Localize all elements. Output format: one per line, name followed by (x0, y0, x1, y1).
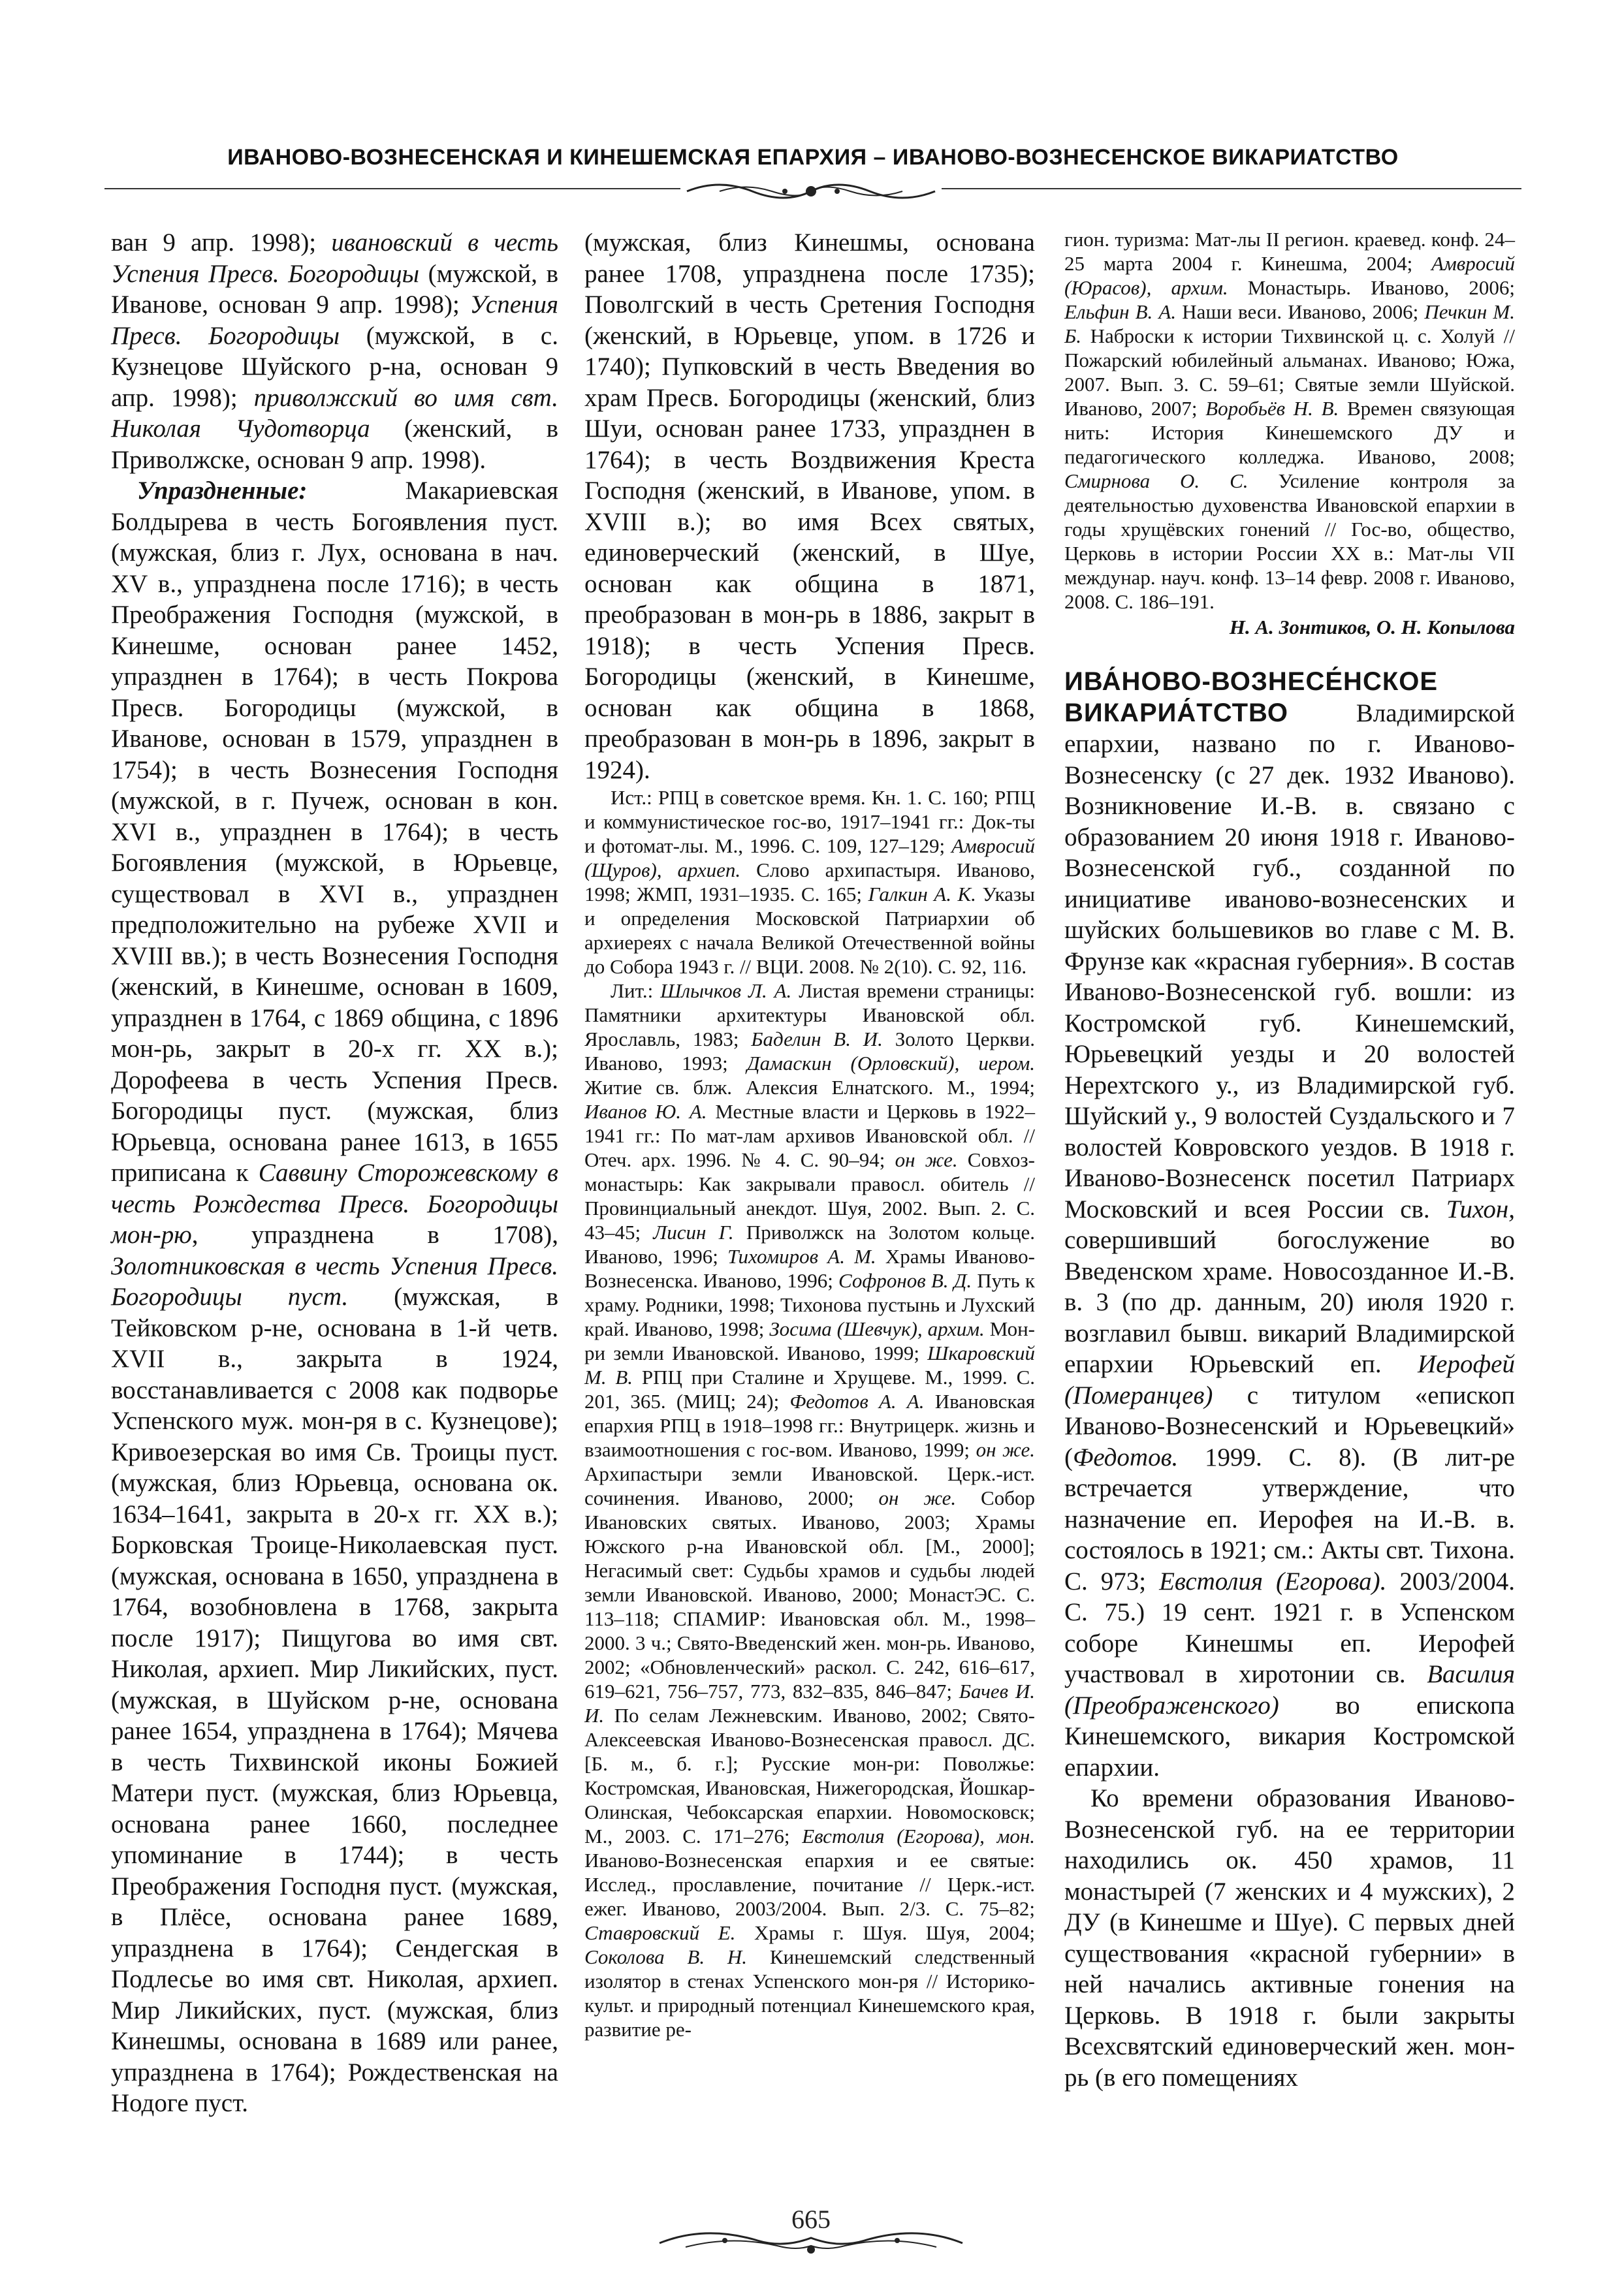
text-run: Лит.: (611, 979, 661, 1002)
ref-author: Амвросий (Щуров), архиеп. (584, 834, 1035, 881)
ref-author: он же. (976, 1438, 1035, 1461)
text-run: Слово архипастыря. Иваново, 1998; ЖМП, 1931–1935. С. 165; (584, 858, 1035, 905)
header-ornament-icon (680, 175, 942, 208)
text-run-italic: Тихон, (1446, 1195, 1515, 1223)
text-run: (мужской, в с. Кузнецове Шуйского р-на, основан 9 апр. 1998); (111, 321, 558, 412)
ref-author: Печкин М. Б. (1064, 300, 1515, 347)
running-header: ИВАНОВО-ВОЗНЕСЕНСКАЯ И КИНЕШЕМСКАЯ ЕПАРХИЯ – ИВАНОВО-ВОЗНЕСЕНСКОЕ ВИКАРИАТСТВО (227, 145, 1399, 170)
text-run: Ист.: РПЦ в советское время. Кн. 1. С. 160; РПЦ и коммунистическое гос-во, 1917–1941 гг.: Док-ты и фотомат-лы. М., 1996. С. 109, 127–129; (584, 786, 1035, 857)
text-run: (мужская, в Тейковском р-не, основана в 1-й четв. XVII в., закрыта в 1924, восстанавливается с 2008 как подворье Успенского муж. мон-ря в с. Кузнецове); Кривоезерская во имя Св. Троицы пуст. (мужская, близ Юрьевца, основана ок. 1634–1641, закрыта в 20-х гг. XX в.); Борковская Троице-Николаевская пуст. (мужская, основана в 1650, упразднена в 1764, возобновлена в 1768, закрыта после 1917); Пищугова во имя свт. Николая, архиеп. Мир Ликийских, пуст. (мужская, в Шуйском р-не, основана ранее 1654, упразднена в 1764); Мячева в честь Тихвинской иконы Божией Матери пуст. (мужская, близ Юрьевца, основана ранее 1660, последнее упоминание в 1744); в честь Преображения Господня пуст. (мужская, в Плёсе, основана ранее 1689, упразднена в 1764); Сендегская в Подлесье во имя свт. Николая, архиеп. Мир Ликийских, пуст. (мужская, близ Кинешмы, основана в 1689 или ранее, упразднена в 1764); Рождественская на Нодоге пуст. (111, 1283, 558, 2117)
sources-continued (1064, 227, 1515, 639)
text-run: Архипастыри земли Ивановской. Церк.-ист. сочинения. Иваново, 2000; (584, 1462, 1035, 1509)
ref-author: Смирнова О. С. (1064, 469, 1248, 492)
text-run: (женский, в Приволжске, основан 9 апр. 1998). (111, 415, 558, 474)
text-run: Приволжск на Золотом кольце. Иваново, 1996; (584, 1221, 1036, 1268)
text-run-italic: Евстолия (Егорова). (1159, 1567, 1387, 1596)
ref-author: Галкин А. К. (868, 883, 976, 905)
text-run: 2003/2004. С. 75.) 19 сент. 1921 г. в Успенском соборе Кинешмы еп. Иерофей участвовал в хиротонии св. (1064, 1567, 1515, 1688)
ref-author: Ельфин В. А. (1064, 300, 1177, 323)
text-run: Наши веси. Иваново, 2006; (1176, 300, 1425, 323)
text-run: совершивший богослужение во Введенском храме. Новосозданное И.-В. в. 3 (по др. данным, 20) июля 1920 г. возглавил бывш. викарий Владимирской епархии Юрьевский еп. (1064, 1226, 1515, 1378)
text-run: Монастырь. Иваново, 2006; (1228, 276, 1515, 299)
article-authors: Н. А. Зонтиков, О. Н. Копылова (1229, 616, 1515, 638)
ref-author: Амвросий (Юрасов), архим. (1064, 252, 1515, 299)
text-run-italic: Успения Пресв. Богородицы (111, 291, 558, 350)
ref-author: Воробьёв Н. В. (1205, 397, 1339, 420)
text-run: Владимирской епархии, названо по г. Иваново-Вознесенску (с 27 дек. 1932 Иваново). Возникновение И.-В. в. связано с образованием 20 июня 1918 г. Иваново-Вознесенской губ., созданной по инициативе иваново-вознесенских и шуйских большевиков во главе с М. В. Фрунзе как «красная губерния». В состав Иваново-Вознесенской губ. вошли: из Костромской губ. Кинешемский, Юрьевецкий уезды и 20 волостей Нерехтского у., из Владимирской губ. Шуйский у., 9 волостей Суздальского и 7 волостей Ковровского уездов. В 1918 г. Иваново-Вознесенск посетил Патриарх Московский и всея России св. (1064, 699, 1515, 1223)
ref-author: Евстолия (Егорова), мон. (802, 1825, 1035, 1848)
ref-author: Баделин В. И. (751, 1028, 883, 1050)
ref-author: Тихомиров А. М. (727, 1245, 876, 1268)
column-left (111, 227, 558, 2119)
text-run: Времен связующая нить: История Кинешемского ДУ и педагогического колледжа. Иваново, 2008; (1064, 397, 1515, 468)
ref-author: Федотов А. А. (789, 1390, 925, 1413)
ref-author: Софронов В. Д. (838, 1269, 972, 1292)
text-run: Иваново-Вознесенская епархия и ее святые: Исслед., прославление, почитание // Церк.-ист. ежег. Иваново, 2003/2004. Вып. 2/3. С. 75–82; (584, 1849, 1035, 1920)
ref-author: он же. (895, 1148, 958, 1171)
text-run: Храмы г. Шуя. Шуя, 2004; (735, 1921, 1035, 1944)
paragraph: Ко времени образования Иваново-Вознесенской губ. на ее территории находились ок. 450 храмов, 11 монастырей (7 женских и 4 мужских), 2 ДУ (в Кинешме и Шуе). С первых дней существования «красной губернии» в ней начались активные гонения на Церковь. В 1918 г. были закрыты Всехсвятский единоверческий жен. мон-рь (в его помещениях (1064, 1784, 1515, 2092)
text-run: Совхоз-монастырь: Как закрывали правосл. обитель // Провинциальный анекдот. Шуя, 2002. Вып. 2. С. 43–45; (584, 1148, 1035, 1244)
text-run: Наброски к истории Тихвинской ц. с. Холуй // Пожарский юбилейный альманах. Иваново; Южа, 2007. Вып. 3. С. 59–61; Святые земли Шуйской. Иваново, 2007; (1064, 324, 1515, 420)
paragraph: (мужская, близ Кинешмы, основана ранее 1708, упразднена после 1735); Поволгский в честь Сретения Господня (женский, в Юрьевце, упом. в 1726 и 1740); Пупковский в честь Введения во храм Пресв. Богородицы (женский, близ Шуи, основан ранее 1733, упразднен в 1764); в честь Воздвижения Креста Господня (женский, в Иванове, упом. в XVIII в.); во имя Всех святых, единоверческий (женский, в Шуе, основан как община в 1871, преобразован в мон-рь в 1886, закрыт в 1918); в честь Успения Пресв. Богородицы (женский, в Кинешме, основан как община в 1868, преобразован в мон-рь в 1896, закрыт в 1924). (584, 228, 1035, 784)
text-run: Житие св. блж. Алексия Елнатского. М., 1994; (584, 1076, 1035, 1099)
text-run: 1999. С. 8). (В лит-ре встречается утверждение, что назначение еп. Иерофея на И.-В. в. состоялось в 1921; см.: Акты свт. Тихона. С. 973; (1064, 1443, 1515, 1596)
text-run: Собор Ивановских святых. Иваново, 2003; Храмы Южского р-на Ивановской обл. [М., 2000]; Негасимый свет: Судьбы храмов и судьбы людей земли Ивановской. Иваново, 2000; МонастЭС. С. 113–118; СПАМИР: Ивановская обл. М., 1998–2000. 3 ч.; Свято-Введенский жен. мон-рь. Иваново, 2002; «Обновленческий» раскол. С. 242, 616–617, 619–621, 756–757, 773, 832–835, 846–847; (584, 1486, 1035, 1703)
text-run: , упразднена в 1708), (191, 1221, 558, 1249)
ref-author: Ставровский Е. (584, 1921, 736, 1944)
text-run: Мон-ри земли Ивановской. Иваново, 1999; (584, 1317, 1035, 1364)
ref-author: Бачев И. И. (584, 1680, 1035, 1727)
column-right (1064, 227, 1515, 2093)
ref-author: Лисин Г. (653, 1221, 734, 1244)
text-run: Золото Церкви. Иваново, 1993; (584, 1028, 1035, 1075)
text-run: гион. туризма: Мат-лы II регион. краевед. конф. 24–25 марта 2004 г. Кинешма, 2004; (1064, 228, 1515, 275)
text-run: (мужской, в Иванове, основан 9 апр. 1998); (111, 259, 558, 319)
text-run: Ивановская епархия РПЦ в 1918–1998 гг.: Внутрицерк. жизнь и взаимоотношения с гос-вом. Иваново, 1999; (584, 1390, 1035, 1461)
text-run-italic: приволжский во имя свт. Николая Чудотворца (111, 383, 558, 443)
text-run: Листая времени страницы: Памятники архитектуры Ивановской обл. Ярославль, 1983; (584, 979, 1035, 1050)
ref-author: он же. (878, 1486, 957, 1509)
page-number: 665 (791, 2205, 831, 2234)
ref-author: Зосима (Шевчук), архим. (769, 1317, 985, 1340)
column-middle (584, 227, 1035, 2041)
section-label: Упраздненные: (137, 477, 308, 505)
text-run-italic: Василия (Преображенского) (1064, 1660, 1515, 1720)
text-run: Макариевская Болдырева в честь Богоявления пуст. (мужская, близ г. Лух, основана в нач. XV в., упразднена после 1716); в честь Преображения Господня (мужской, в Кинешме, основан ранее 1452, упразднен в 1764); в честь Покрова Пресв. Богородицы (мужской, в Иванове, основан в 1579, упразднен в 1754); в честь Вознесения Господня (мужской, в г. Пучеж, основан в кон. XVI в., упразднен в 1764); в честь Богоявления (мужской, в Юрьевце, существовал в XVI в., упразднен предположительно на рубеже XVII и XVIII вв.); в честь Вознесения Господня (женский, в Кинешме, основан в 1609, упразднен в 1764, с 1869 община, с 1896 мон-рь, закрыт в 20-х гг. XX в.); Дорофеева в честь Успения Пресв. Богородицы пуст. (мужская, близ Юрьевца, основана ранее 1613, в 1655 приписана к (111, 477, 558, 1187)
text-run: Путь к храму. Родники, 1998; Тихонова пустынь и Лухский край. Иваново, 1998; (584, 1269, 1035, 1340)
ref-author: Иванов Ю. А. (584, 1100, 707, 1123)
text-run-italic: ивановский в честь Успения Пресв. Богородицы (111, 228, 558, 288)
text-run: во епископа Кинешемского, викария Костромской епархии. (1064, 1691, 1515, 1782)
text-run-italic: Федотов. (1073, 1443, 1179, 1471)
text-run: Кинешемский следственный изолятор в стенах Успенского мон-ря // Историко-культ. и природный потенциал Кинешемского края, развитие ре- (584, 1945, 1035, 2041)
text-run: Усиление контроля за деятельностью духовенства Ивановской епархии в годы хрущёвских гонений // Гос-во, общество, Церковь в истории России XX в.: Мат-лы VII междунар. науч. конф. 13–14 февр. 2008 г. Иваново, 2008. С. 186–191. (1064, 469, 1515, 613)
text-run: ван 9 апр. 1998); (111, 228, 332, 257)
ref-author: Шлычков Л. А. (660, 979, 792, 1002)
text-run: с титулом «епископ Иваново-Вознесенский и Юрьевецкий» ( (1064, 1381, 1515, 1471)
ref-author: Шкаровский М. В. (584, 1342, 1035, 1389)
text-run: Храмы Ивановo-Вознесенска. Иваново, 1996; (584, 1245, 1035, 1292)
text-run: По селам Лежневским. Иваново, 2002; Свято-Алексеевская Иваново-Вознесенская правосл. ДС. [Б. м., б. г.]; Русские мон-ри: Поволжье: Костромская, Ивановская, Нижегородская, Йошкар-Олинская, Чебоксарская епархии. Новомосковск; М., 2003. С. 171–276; (584, 1704, 1035, 1848)
text-run-italic: Иерофей (Померанцев) (1064, 1350, 1515, 1409)
ref-author: Дамаскин (Орловский), иером. (746, 1052, 1035, 1075)
sources-block (584, 785, 1035, 2041)
text-run: Местные власти и Церковь в 1922–1941 гг.: По мат-лам архивов Ивановской обл. // Отеч. арх. 1996. № 4. С. 90–94; (584, 1100, 1035, 1171)
text-run-italic: Золотниковская в честь Успения Пресв. Богородицы пуст. (111, 1251, 558, 1311)
text-run: Указы и определения Московской Патриархии об архиереях с начала Великой Отечественной войны до Собора 1943 г. // ВЦИ. 2008. № 2(10). С. 92, 116. (584, 883, 1035, 978)
text-run: РПЦ при Сталине и Хрущеве. М., 1999. С. 201, 365. (МИЦ; 24); (584, 1366, 1036, 1413)
ref-author: Соколова В. Н. (584, 1945, 748, 1968)
entry-title: ИВА́НОВО-ВОЗНЕСЕ́НСКОЕ ВИКАРИА́ТСТВО (1064, 667, 1439, 727)
text-run-italic: Саввину Сторожевскому в честь Рождества Пресв. Богородицы мон-рю (111, 1159, 558, 1249)
